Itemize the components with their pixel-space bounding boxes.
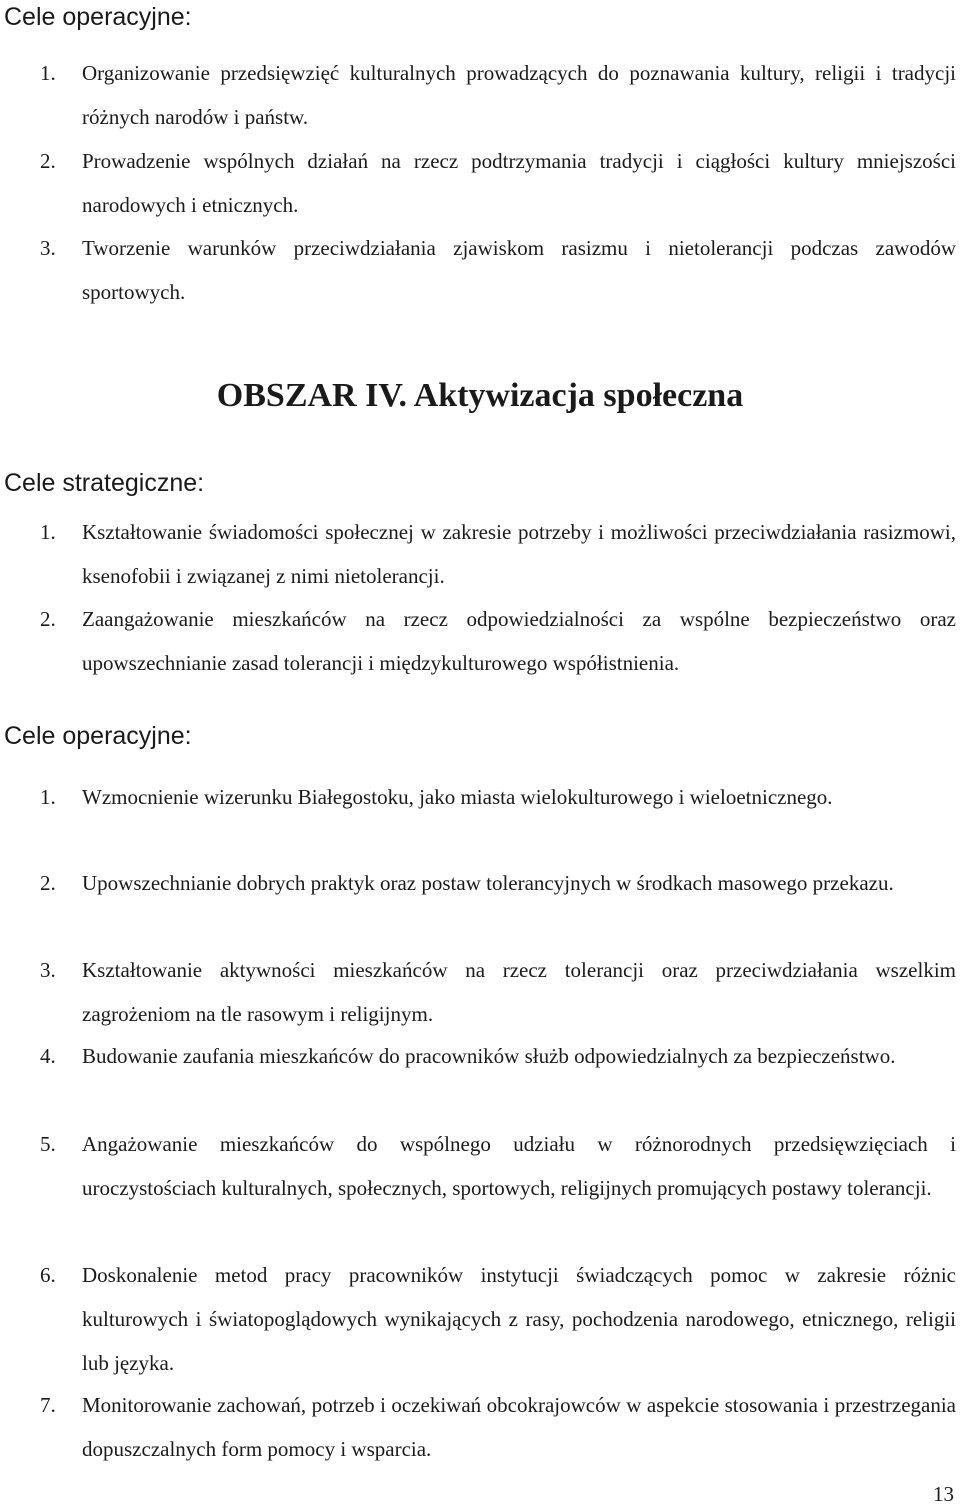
item-number: 6.	[40, 1263, 56, 1287]
list-item	[40, 510, 956, 598]
list-item	[40, 597, 956, 685]
item-text: Organizowanie przedsięwzięć kulturalnych prowadzących do poznawania kultury, religii i tradycji różnych narodów i państw.	[82, 61, 956, 129]
item-text: Wzmocnienie wizerunku Białegostoku, jako miasta wielokulturowego i wieloetnicznego.	[82, 785, 833, 809]
item-text: Prowadzenie wspólnych działań na rzecz podtrzymania tradycji i ciągłości kultury mniejszości narodowych i etnicznych.	[82, 149, 956, 217]
item-text: Upowszechnianie dobrych praktyk oraz postaw tolerancyjnych w środkach masowego przekazu.	[82, 871, 894, 895]
list-item	[40, 226, 956, 314]
item-number: 3.	[40, 236, 56, 260]
list-item	[40, 1034, 956, 1122]
item-text: Budowanie zaufania mieszkańców do pracowników służb odpowiedzialnych za bezpieczeństwo.	[82, 1044, 896, 1068]
item-number: 1.	[40, 61, 56, 85]
item-text: Kształtowanie świadomości społecznej w zakresie potrzeby i możliwości przeciwdziałania rasizmowi, ksenofobii i związanej z nimi nietolerancji.	[82, 520, 956, 588]
list-item	[40, 1122, 956, 1254]
list-item	[40, 1383, 956, 1471]
item-text: Tworzenie warunków przeciwdziałania zjawiskom rasizmu i nietolerancji podczas zawodów sportowych.	[82, 236, 956, 304]
item-number: 3.	[40, 958, 56, 982]
operational-goals-heading-top: Cele operacyjne:	[4, 3, 192, 31]
list-item	[40, 948, 956, 1036]
item-text: Kształtowanie aktywności mieszkańców na rzecz tolerancji oraz przeciwdziałania wszelkim zagrożeniom na tle rasowym i religijnym.	[82, 958, 956, 1026]
page-number: 13	[933, 1482, 954, 1506]
item-number: 2.	[40, 607, 56, 631]
operational-goals-heading: Cele operacyjne:	[4, 722, 192, 750]
item-number: 2.	[40, 149, 56, 173]
list-item	[40, 139, 956, 227]
item-number: 2.	[40, 871, 56, 895]
item-number: 7.	[40, 1393, 56, 1417]
list-item	[40, 51, 956, 139]
list-item	[40, 775, 956, 863]
item-text: Angażowanie mieszkańców do wspólnego udziału w różnorodnych przedsięwzięciach i uroczystościach kulturalnych, społecznych, sportowych, religijnych promujących postawy tolerancji.	[82, 1132, 956, 1200]
area-title: OBSZAR IV. Aktywizacja społeczna	[216, 377, 744, 414]
item-text: Zaangażowanie mieszkańców na rzecz odpowiedzialności za wspólne bezpieczeństwo oraz upowszechnianie zasad tolerancji i międzykulturowego współistnienia.	[82, 607, 956, 675]
item-number: 4.	[40, 1044, 56, 1068]
item-number: 1.	[40, 520, 56, 544]
strategic-goals-heading: Cele strategiczne:	[4, 469, 205, 497]
item-text: Monitorowanie zachowań, potrzeb i oczekiwań obcokrajowców w aspekcie stosowania i przestrzegania dopuszczalnych form pomocy i wsparcia.	[82, 1393, 956, 1461]
list-item	[40, 861, 956, 949]
item-number: 5.	[40, 1132, 56, 1156]
item-text: Doskonalenie metod pracy pracowników instytucji świadczących pomoc w zakresie różnic kulturowych i światopoglądowych wynikających z rasy, pochodzenia narodowego, etnicznego, religii lub języka.	[82, 1263, 956, 1375]
list-item	[40, 1253, 956, 1385]
item-number: 1.	[40, 785, 56, 809]
